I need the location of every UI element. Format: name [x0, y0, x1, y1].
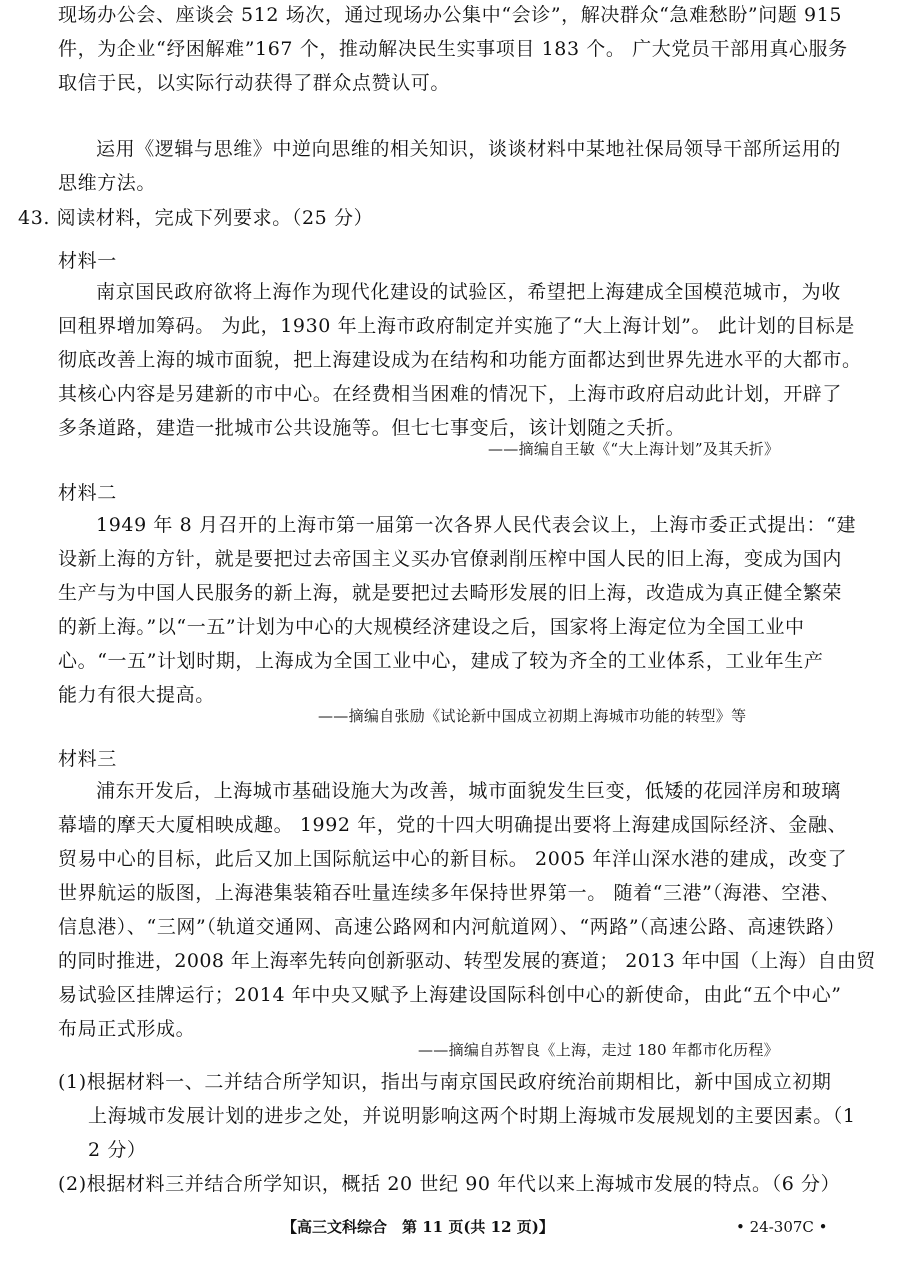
material-2-line: 设新上海的方针，就是要把过去帝国主义买办官僚剥削压榨中国人民的旧上海，变成为国内	[58, 548, 843, 570]
sub-question-1-line: 上海城市发展计划的进步之处，并说明影响这两个时期上海城市发展规划的主要因素。（1	[88, 1105, 856, 1127]
intro-line: 件，为企业“纾困解难”167 个，推动解决民生实事项目 183 个。 广大党员干部用真心服务	[58, 38, 848, 60]
material-1-line: 南京国民政府欲将上海作为现代化建设的试验区，希望把上海建成全国模范城市，为收	[96, 281, 841, 303]
material-2-label: 材料二	[58, 482, 117, 504]
material-1-line: 多条道路，建造一批城市公共设施等。但七七事变后，该计划随之夭折。	[58, 417, 686, 439]
material-1-line: 其核心内容是另建新的市中心。在经费相当困难的情况下，上海市政府启动此计划，开辟了	[58, 383, 843, 405]
material-3-line: 幕墙的摩天大厦相映成趣。 1992 年，党的十四大明确提出要将上海建成国际经济、金融、	[58, 814, 848, 836]
material-1-line: 彻底改善上海的城市面貌，把上海建设成为在结构和功能方面都达到世界先进水平的大都市。	[58, 349, 862, 371]
material-3-line: 信息港）、“三网”（轨道交通网、高速公路网和内河航道网）、“两路”（高速公路、高速铁路）	[58, 916, 846, 938]
material-3-source: ——摘编自苏智良《上海，走过 180 年都市化历程》	[418, 1041, 779, 1059]
intro-line: 取信于民，以实际行动获得了群众点赞认可。	[58, 72, 451, 94]
material-2-source: ——摘编自张励《试论新中国成立初期上海城市功能的转型》等	[318, 707, 747, 725]
material-1-source: ——摘编自王敏《“大上海计划”及其夭折》	[488, 440, 780, 458]
material-2-line: 心。“一五”计划时期，上海成为全国工业中心，建成了较为齐全的工业体系，工业年生产	[58, 650, 824, 672]
question-43-heading: 43. 阅读材料，完成下列要求。（25 分）	[18, 207, 374, 229]
material-3-line: 布局正式形成。	[58, 1018, 196, 1040]
material-3-line: 易试验区挂牌运行；2014 年中央又赋予上海建设国际科创中心的新使命，由此“五个中心”	[58, 984, 842, 1006]
material-3-line: 贸易中心的目标，此后又加上国际航运中心的新目标。 2005 年洋山深水港的建成，改变了	[58, 848, 848, 870]
material-1-label: 材料一	[58, 250, 117, 272]
sub-question-1-line: 2 分）	[88, 1139, 147, 1161]
intro-line: 现场办公会、座谈会 512 场次，通过现场办公集中“会诊”，解决群众“急难愁盼”问题 915	[58, 4, 843, 26]
material-2-line: 的新上海。”以“一五”计划为中心的大规模经济建设之后，国家将上海定位为全国工业中	[58, 616, 805, 638]
q42-prompt-line: 运用《逻辑与思维》中逆向思维的相关知识，谈谈材料中某地社保局领导干部所运用的	[96, 138, 841, 160]
sub-question-1: (1)根据材料一、二并结合所学知识，指出与南京国民政府统治前期相比，新中国成立初期	[58, 1071, 832, 1093]
material-3-line: 世界航运的版图，上海港集装箱吞吐量连续多年保持世界第一。 随着“三港”（海港、空港、	[58, 882, 841, 904]
material-3-line: 的同时推进，2008 年上海率先转向创新驱动、转型发展的赛道； 2013 年中国（上海）自由贸	[58, 950, 876, 972]
material-3-label: 材料三	[58, 748, 117, 770]
material-1-line: 回租界增加筹码。 为此，1930 年上海市政府制定并实施了“大上海计划”。 此计划的目标是	[58, 315, 855, 337]
material-3-line: 浦东开发后，上海城市基础设施大为改善，城市面貌发生巨变，低矮的花园洋房和玻璃	[96, 780, 841, 802]
material-2-line: 生产与为中国人民服务的新上海，就是要把过去畸形发展的旧上海，改造成为真正健全繁荣	[58, 582, 843, 604]
page-footer-info: 【高三文科综合 第 11 页(共 12 页)】	[282, 1218, 554, 1236]
sub-question-2: (2)根据材料三并结合所学知识，概括 20 世纪 90 年代以来上海城市发展的特点。（6 分）	[58, 1173, 841, 1195]
material-2-line: 1949 年 8 月召开的上海市第一届第一次各界人民代表会议上，上海市委正式提出：“建	[96, 514, 857, 536]
page-footer-code: • 24-307C •	[736, 1218, 828, 1236]
material-2-line: 能力有很大提高。	[58, 684, 215, 706]
q42-prompt-line: 思维方法。	[58, 172, 157, 194]
